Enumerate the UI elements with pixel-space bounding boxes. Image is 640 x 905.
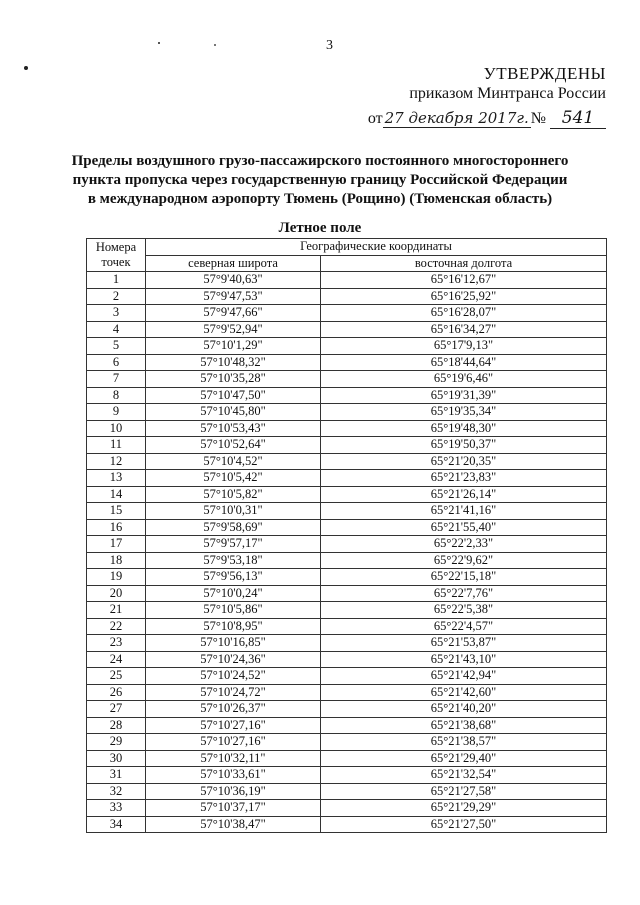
longitude-cell: 65°21'20,35" [321, 453, 607, 470]
document-title-line: в международном аэропорту Тюмень (Рощино) (Тюменская область) [87, 191, 553, 207]
point-number-cell: 5 [87, 338, 146, 355]
point-number-cell: 27 [87, 701, 146, 718]
table-row [87, 354, 607, 371]
latitude-cell: 57°10'53,43" [146, 420, 321, 437]
table-row [87, 321, 607, 338]
point-number-cell: 16 [87, 519, 146, 536]
longitude-cell: 65°22'4,57" [321, 618, 607, 635]
longitude-cell: 65°16'25,92" [321, 288, 607, 305]
latitude-cell: 57°10'8,95" [146, 618, 321, 635]
table-row [87, 734, 607, 751]
scan-speck [214, 44, 216, 46]
longitude-cell: 65°22'9,62" [321, 552, 607, 569]
latitude-cell: 57°9'40,63" [146, 272, 321, 289]
table-row [87, 387, 607, 404]
point-number-cell: 6 [87, 354, 146, 371]
latitude-cell: 57°10'24,52" [146, 668, 321, 685]
latitude-cell: 57°10'0,24" [146, 585, 321, 602]
point-number-cell: 20 [87, 585, 146, 602]
latitude-cell: 57°10'4,52" [146, 453, 321, 470]
approval-title: УТВЕРЖДЕНЫ [483, 64, 606, 83]
longitude-cell: 65°17'9,13" [321, 338, 607, 355]
document-title-line: пункта пропуска через государственную границу Российской Федерации [72, 172, 568, 188]
longitude-cell: 65°19'50,37" [321, 437, 607, 454]
point-number-cell: 10 [87, 420, 146, 437]
point-number-cell: 34 [87, 816, 146, 833]
longitude-cell: 65°22'5,38" [321, 602, 607, 619]
point-number-cell: 8 [87, 387, 146, 404]
longitude-cell: 65°16'34,27" [321, 321, 607, 338]
table-row [87, 767, 607, 784]
section-title: Летное поле [278, 220, 362, 236]
table-row [87, 618, 607, 635]
latitude-cell: 57°9'47,66" [146, 305, 321, 322]
table-row [87, 569, 607, 586]
latitude-cell: 57°10'0,31" [146, 503, 321, 520]
handwritten-date: 27 декабря 2017г. [384, 109, 529, 127]
point-number-cell: 26 [87, 684, 146, 701]
longitude-cell: 65°22'2,33" [321, 536, 607, 553]
point-number-cell: 30 [87, 750, 146, 767]
header-point-number-line2: точек [101, 255, 131, 269]
latitude-cell: 57°9'52,94" [146, 321, 321, 338]
table-row [87, 437, 607, 454]
point-number-cell: 7 [87, 371, 146, 388]
page-number: 3 [326, 38, 333, 53]
latitude-cell: 57°10'24,36" [146, 651, 321, 668]
table-row [87, 552, 607, 569]
table-row [87, 503, 607, 520]
latitude-cell: 57°10'1,29" [146, 338, 321, 355]
longitude-cell: 65°21'27,58" [321, 783, 607, 800]
latitude-cell: 57°10'37,17" [146, 800, 321, 817]
latitude-cell: 57°10'38,47" [146, 816, 321, 833]
point-number-cell: 1 [87, 272, 146, 289]
latitude-cell: 57°9'57,17" [146, 536, 321, 553]
longitude-cell: 65°21'41,16" [321, 503, 607, 520]
table-row [87, 420, 607, 437]
latitude-cell: 57°10'48,32" [146, 354, 321, 371]
longitude-cell: 65°21'55,40" [321, 519, 607, 536]
latitude-cell: 57°10'5,42" [146, 470, 321, 487]
approval-block [368, 64, 606, 129]
header-point-number [87, 239, 146, 272]
handwritten-number: 541 [550, 108, 606, 129]
table-row [87, 684, 607, 701]
point-number-cell: 23 [87, 635, 146, 652]
latitude-cell: 57°9'58,69" [146, 519, 321, 536]
point-number-cell: 11 [87, 437, 146, 454]
table-row [87, 783, 607, 800]
header-longitude: восточная долгота [321, 255, 607, 272]
table-row [87, 701, 607, 718]
latitude-cell: 57°10'45,80" [146, 404, 321, 421]
longitude-cell: 65°19'6,46" [321, 371, 607, 388]
point-number-cell: 28 [87, 717, 146, 734]
table-body [87, 272, 607, 833]
table-row [87, 750, 607, 767]
point-number-cell: 9 [87, 404, 146, 421]
latitude-cell: 57°10'33,61" [146, 767, 321, 784]
header-geo-coordinates: Географические координаты [146, 239, 607, 256]
latitude-cell: 57°10'35,28" [146, 371, 321, 388]
point-number-cell: 2 [87, 288, 146, 305]
table-row [87, 519, 607, 536]
longitude-cell: 65°21'40,20" [321, 701, 607, 718]
longitude-cell: 65°16'28,07" [321, 305, 607, 322]
table-row [87, 800, 607, 817]
latitude-cell: 57°10'26,37" [146, 701, 321, 718]
latitude-cell: 57°9'53,18" [146, 552, 321, 569]
point-number-cell: 19 [87, 569, 146, 586]
longitude-cell: 65°21'38,68" [321, 717, 607, 734]
date-prefix: от [367, 110, 383, 127]
longitude-cell: 65°16'12,67" [321, 272, 607, 289]
number-label: № [530, 110, 546, 127]
approval-date-number-line [368, 108, 606, 129]
point-number-cell: 32 [87, 783, 146, 800]
longitude-cell: 65°19'48,30" [321, 420, 607, 437]
table-row [87, 717, 607, 734]
table-row [87, 651, 607, 668]
point-number-cell: 14 [87, 486, 146, 503]
document-title-line: Пределы воздушного грузо-пассажирского постоянного многостороннего [71, 153, 569, 169]
point-number-cell: 15 [87, 503, 146, 520]
table-row [87, 668, 607, 685]
latitude-cell: 57°10'5,86" [146, 602, 321, 619]
point-number-cell: 3 [87, 305, 146, 322]
longitude-cell: 65°21'38,57" [321, 734, 607, 751]
longitude-cell: 65°21'42,94" [321, 668, 607, 685]
point-number-cell: 29 [87, 734, 146, 751]
point-number-cell: 21 [87, 602, 146, 619]
table-row [87, 272, 607, 289]
point-number-cell: 24 [87, 651, 146, 668]
latitude-cell: 57°10'32,11" [146, 750, 321, 767]
latitude-cell: 57°10'27,16" [146, 734, 321, 751]
latitude-cell: 57°9'47,53" [146, 288, 321, 305]
latitude-cell: 57°10'52,64" [146, 437, 321, 454]
scan-dot-mark [24, 66, 28, 70]
latitude-cell: 57°10'27,16" [146, 717, 321, 734]
header-point-number-line1: Номера [95, 240, 137, 254]
latitude-cell: 57°10'16,85" [146, 635, 321, 652]
point-number-cell: 18 [87, 552, 146, 569]
longitude-cell: 65°21'43,10" [321, 651, 607, 668]
point-number-cell: 12 [87, 453, 146, 470]
longitude-cell: 65°21'29,40" [321, 750, 607, 767]
table-row [87, 602, 607, 619]
longitude-cell: 65°18'44,64" [321, 354, 607, 371]
longitude-cell: 65°21'23,83" [321, 470, 607, 487]
table-row [87, 453, 607, 470]
point-number-cell: 4 [87, 321, 146, 338]
latitude-cell: 57°9'56,13" [146, 569, 321, 586]
table-row [87, 305, 607, 322]
point-number-cell: 33 [87, 800, 146, 817]
table-row [87, 470, 607, 487]
table-row [87, 338, 607, 355]
coordinates-table [86, 238, 607, 833]
longitude-cell: 65°19'35,34" [321, 404, 607, 421]
point-number-cell: 31 [87, 767, 146, 784]
point-number-cell: 13 [87, 470, 146, 487]
longitude-cell: 65°21'27,50" [321, 816, 607, 833]
table-row [87, 585, 607, 602]
point-number-cell: 25 [87, 668, 146, 685]
longitude-cell: 65°19'31,39" [321, 387, 607, 404]
longitude-cell: 65°21'42,60" [321, 684, 607, 701]
table-row [87, 404, 607, 421]
table-row [87, 486, 607, 503]
longitude-cell: 65°22'7,76" [321, 585, 607, 602]
header-latitude: северная широта [146, 255, 321, 272]
latitude-cell: 57°10'36,19" [146, 783, 321, 800]
point-number-cell: 22 [87, 618, 146, 635]
point-number-cell: 17 [87, 536, 146, 553]
table-row [87, 536, 607, 553]
document-title [60, 152, 580, 209]
scan-speck [158, 42, 160, 44]
approval-order-line: приказом Минтранса России [409, 85, 606, 102]
table-row [87, 816, 607, 833]
table-row [87, 371, 607, 388]
latitude-cell: 57°10'24,72" [146, 684, 321, 701]
latitude-cell: 57°10'5,82" [146, 486, 321, 503]
longitude-cell: 65°21'29,29" [321, 800, 607, 817]
longitude-cell: 65°21'26,14" [321, 486, 607, 503]
table-row [87, 288, 607, 305]
latitude-cell: 57°10'47,50" [146, 387, 321, 404]
longitude-cell: 65°21'53,87" [321, 635, 607, 652]
longitude-cell: 65°22'15,18" [321, 569, 607, 586]
table-row [87, 635, 607, 652]
longitude-cell: 65°21'32,54" [321, 767, 607, 784]
